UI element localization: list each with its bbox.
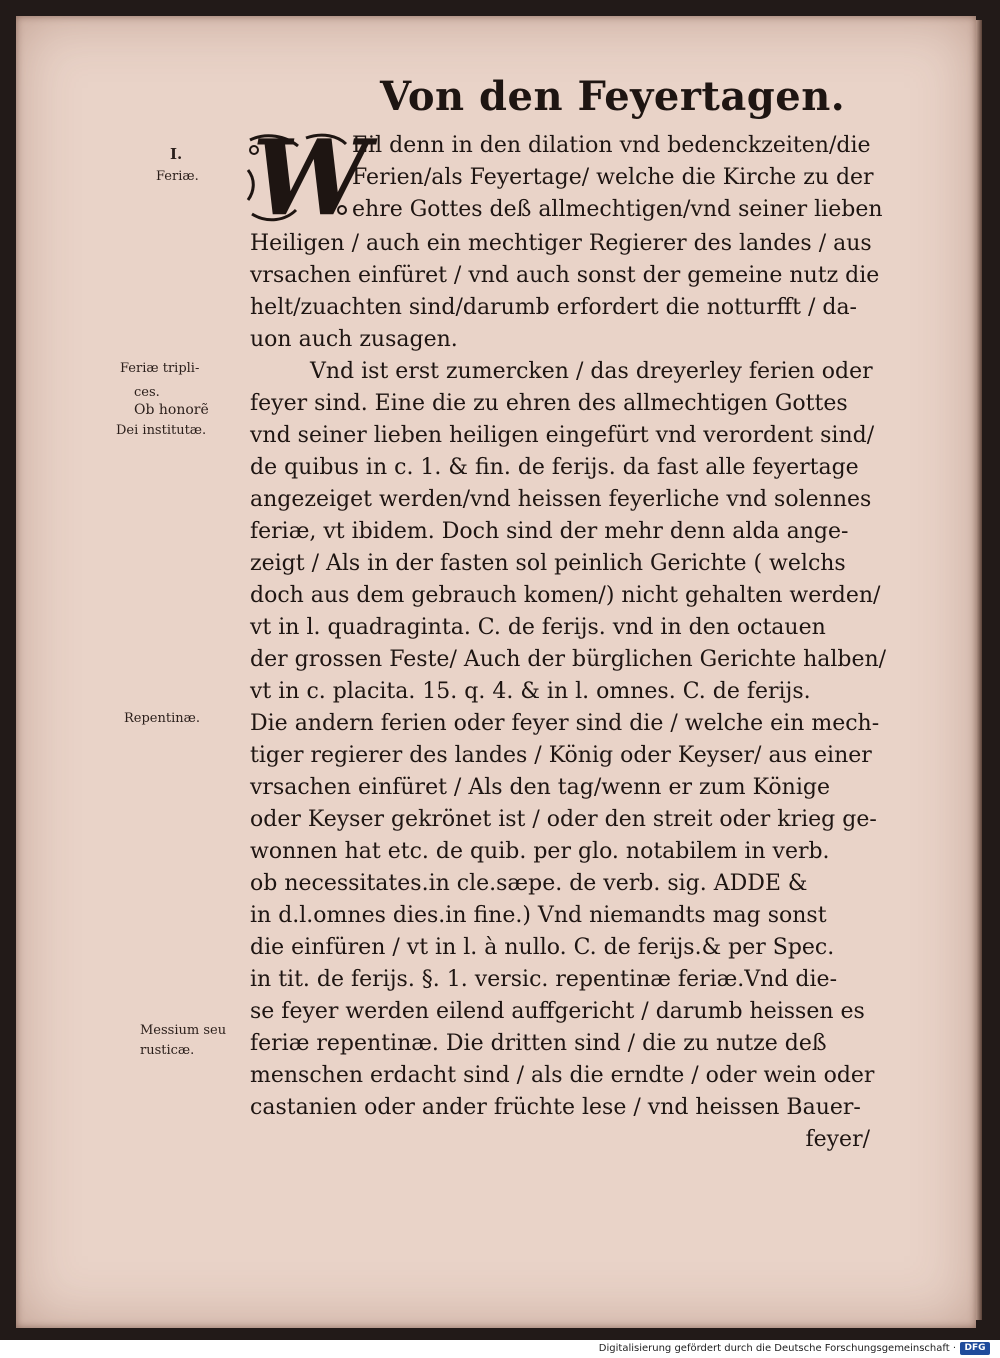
text-line: menschen erdacht sind / als die erndte / oder wein oder bbox=[250, 1063, 875, 1088]
dfg-logo: DFG bbox=[960, 1342, 990, 1355]
text-line: die einfüren / vt in l. à nullo. C. de ferijs.& per Spec. bbox=[250, 935, 835, 960]
text-line: in d.l.omnes dies.in fine.) Vnd niemandts mag sonst bbox=[250, 903, 827, 928]
text-line: castanien oder ander früchte lese / vnd heissen Bauer- bbox=[250, 1095, 861, 1120]
text-line: uon auch zusagen. bbox=[250, 327, 458, 352]
text-line: tiger regierer des landes / König oder Keyser/ aus einer bbox=[250, 743, 872, 768]
margin-note-dei-institutae: Dei institutæ. bbox=[116, 423, 207, 438]
text-line: vrsachen einfüret / Als den tag/wenn er zum Könige bbox=[250, 775, 830, 800]
text-line-catchword: feyer/ bbox=[805, 1127, 870, 1152]
margin-note-rusticae: rusticæ. bbox=[140, 1043, 195, 1058]
margin-note-feriae: Feriæ. bbox=[156, 169, 199, 184]
text-line: Vnd ist erst zumercken / das dreyerley ferien oder bbox=[310, 359, 873, 384]
text-line: oder Keyser gekrönet ist / oder den streit oder krieg ge- bbox=[250, 807, 877, 832]
text-line: zeigt / Als in der fasten sol peinlich Gerichte ( welchs bbox=[250, 551, 846, 576]
margin-note-repentinae: Repentinæ. bbox=[124, 711, 200, 726]
text-line: Heiligen / auch ein mechtiger Regierer des landes / aus bbox=[250, 231, 872, 256]
text-line: vt in c. placita. 15. q. 4. & in l. omnes. C. de ferijs. bbox=[250, 679, 811, 704]
text-line: vt in l. quadraginta. C. de ferijs. vnd in den octauen bbox=[250, 615, 826, 640]
text-line: Die andern ferien oder feyer sind die / welche ein mech- bbox=[250, 711, 880, 736]
text-line: feyer sind. Eine die zu ehren des allmechtigen Gottes bbox=[250, 391, 848, 416]
margin-note-ces: ces. bbox=[134, 385, 160, 400]
text-line: vrsachen einfüret / vnd auch sonst der gemeine nutz die bbox=[250, 263, 880, 288]
text-line: ehre Gottes deß allmechtigen/vnd seiner lieben bbox=[352, 197, 883, 222]
text-line: Eil denn in den dilation vnd bedenckzeiten/die bbox=[352, 133, 871, 158]
text-line: angezeiget werden/vnd heissen feyerliche vnd solennes bbox=[250, 487, 872, 512]
margin-note-messium: Messium seu bbox=[140, 1023, 227, 1038]
text-line: wonnen hat etc. de quib. per glo. notabilem in verb. bbox=[250, 839, 830, 864]
text-line: se feyer werden eilend auffgericht / darumb heissen es bbox=[250, 999, 865, 1024]
margin-note-ob-honore: Ob honorẽ bbox=[134, 402, 209, 418]
text-line: ob necessitates.in cle.sæpe. de verb. sig. ADDE & bbox=[250, 871, 808, 896]
initial-letter: W bbox=[252, 116, 369, 239]
text-line: Ferien/als Feyertage/ welche die Kirche zu der bbox=[352, 165, 874, 190]
page-edge bbox=[976, 20, 982, 1320]
text-line: feriæ, vt ibidem. Doch sind der mehr denn alda ange- bbox=[250, 519, 849, 544]
page-heading: Von den Feyertagen. bbox=[380, 73, 846, 120]
text-line: der grossen Feste/ Auch der bürglichen Gerichte halben/ bbox=[250, 647, 887, 672]
text-line: helt/zuachten sind/darumb erfordert die notturfft / da- bbox=[250, 295, 857, 320]
margin-note-feriae-triplices: Feriæ tripli- bbox=[120, 361, 200, 376]
text-line: vnd seiner lieben heiligen eingefürt vnd verordent sind/ bbox=[250, 423, 875, 448]
footer-credit: Digitalisierung gefördert durch die Deutsche Forschungsgemeinschaft · bbox=[598, 1343, 956, 1354]
text-line: feriæ repentinæ. Die dritten sind / die zu nutze deß bbox=[250, 1031, 827, 1056]
text-line: in tit. de ferijs. §. 1. versic. repentinæ feriæ.Vnd die- bbox=[250, 967, 837, 992]
margin-note-number: I. bbox=[170, 145, 183, 163]
text-line: doch aus dem gebrauch komen/) nicht gehalten werden/ bbox=[250, 583, 881, 608]
text-line: de quibus in c. 1. & fin. de ferijs. da fast alle feyertage bbox=[250, 455, 859, 480]
